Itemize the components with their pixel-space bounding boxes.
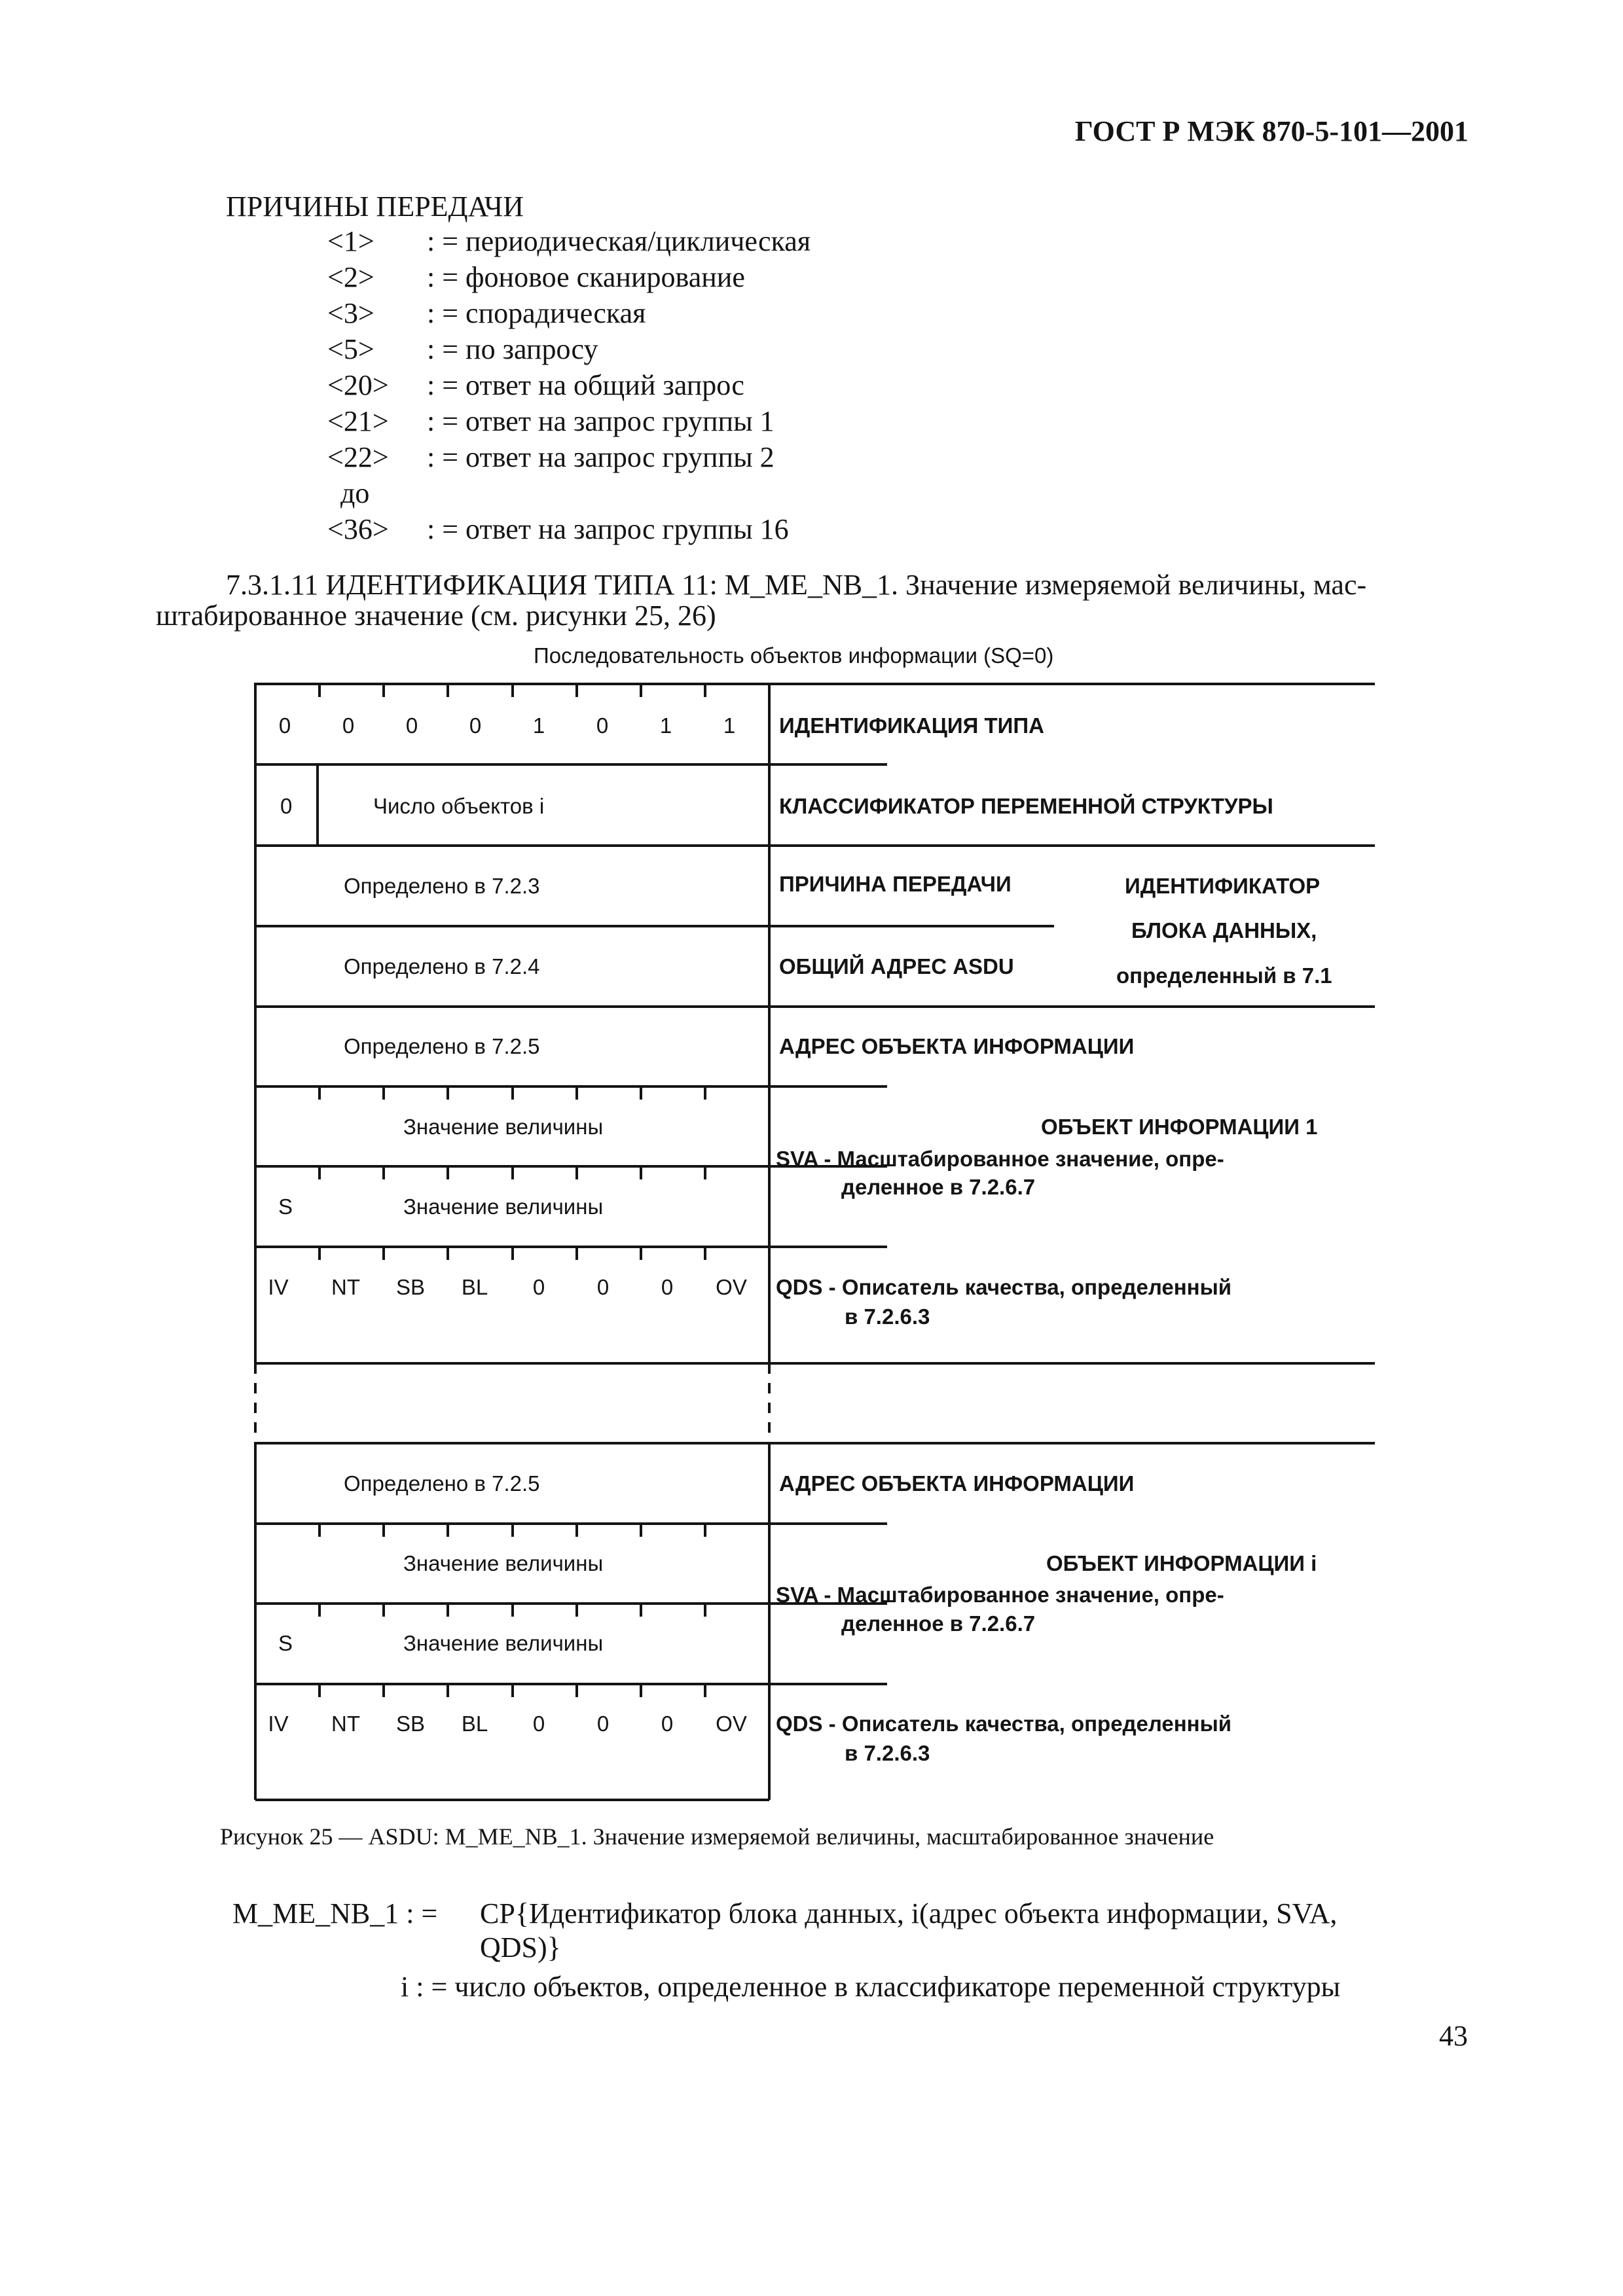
- cause-text: : = ответ на общий запрос: [427, 369, 744, 401]
- diagram-title: Последовательность объектов информации (SQ=0): [534, 643, 1054, 668]
- cause-code: <1>: [327, 225, 374, 257]
- value-text: Значение величины: [403, 1115, 604, 1139]
- figure-caption: Рисунок 25 — ASDU: M_ME_NB_1. Значение измеряемой величины, масштабированное значение: [220, 1823, 1214, 1850]
- qds-bit: 0: [661, 1712, 674, 1736]
- cause-code: <22>: [327, 441, 389, 473]
- formula-i-definition: i : = число объектов, определенное в классификаторе переменной структуры: [401, 1971, 1341, 2003]
- cause-text: : = по запросу: [427, 333, 598, 365]
- qds-bit: SB: [395, 1712, 426, 1736]
- formula-rhs: CP{Идентификатор блока данных, i(адрес объекта информации, SVA,: [480, 1897, 1338, 1929]
- sva-description: SVA - Масштабированное значение, опре-: [776, 1147, 1224, 1171]
- info-object-label: ОБЪЕКТ ИНФОРМАЦИИ i: [1046, 1551, 1317, 1575]
- ioa-label: АДРЕС ОБЪЕКТА ИНФОРМАЦИИ: [779, 1471, 1135, 1496]
- qds-bit: BL: [461, 1712, 488, 1736]
- cause-code: <5>: [327, 333, 374, 365]
- qds-description: QDS - Описатель качества, определенный: [776, 1712, 1232, 1736]
- cause-code: <20>: [327, 369, 389, 401]
- asdu-address-definition: Определено в 7.2.4: [344, 954, 540, 978]
- qds-bit: IV: [268, 1275, 289, 1299]
- qds-bit: SB: [395, 1275, 426, 1299]
- qds-bit: NT: [331, 1275, 360, 1299]
- qds-bit: 0: [532, 1275, 545, 1299]
- value-text: Значение величины: [403, 1631, 604, 1655]
- qds-bit: 0: [532, 1712, 545, 1736]
- bit-cell: 0: [469, 713, 482, 738]
- type-id-bits: [255, 713, 769, 740]
- qds-bit: OV: [716, 1275, 747, 1299]
- qds-description-cont: в 7.2.6.3: [845, 1304, 930, 1329]
- vsq-sq-bit: 0: [280, 794, 293, 818]
- section-heading: 7.3.1.11 ИДЕНТИФИКАЦИЯ ТИПА 11: M_ME_NB_1. Значение измеряемой величины, мас-: [226, 569, 1367, 601]
- sva-description: SVA - Масштабированное значение, опре-: [776, 1583, 1224, 1607]
- data-unit-id-line2: БЛОКА ДАННЫХ,: [1131, 918, 1317, 942]
- cause-text: : = периодическая/циклическая: [427, 225, 811, 257]
- qds-description: QDS - Описатель качества, определенный: [776, 1275, 1232, 1299]
- qds-description-cont: в 7.2.6.3: [845, 1741, 930, 1765]
- sign-bit: S: [278, 1194, 293, 1219]
- qds-bits: [249, 1712, 763, 1738]
- sva-description-cont: деленное в 7.2.6.7: [841, 1175, 1036, 1199]
- cause-text: : = ответ на запрос группы 16: [427, 513, 789, 545]
- data-unit-id-line3: определенный в 7.1: [1116, 963, 1332, 988]
- formula-lhs: M_ME_NB_1 : =: [232, 1897, 438, 1929]
- value-text: Значение величины: [403, 1551, 604, 1575]
- cause-code: <2>: [327, 261, 374, 293]
- bit-cell: 1: [659, 713, 672, 738]
- sva-description-cont: деленное в 7.2.6.7: [841, 1611, 1036, 1636]
- cause-code: <36>: [327, 513, 389, 545]
- ioa-definition: Определено в 7.2.5: [344, 1471, 540, 1496]
- cause-text: : = фоновое сканирование: [427, 261, 745, 293]
- bit-cell: 0: [278, 713, 291, 738]
- vsq-label: КЛАССИФИКАТОР ПЕРЕМЕННОЙ СТРУКТУРЫ: [779, 794, 1273, 818]
- cause-code: <21>: [327, 405, 389, 437]
- causes-title: ПРИЧИНЫ ПЕРЕДАЧИ: [226, 190, 524, 223]
- value-text: Значение величины: [403, 1194, 604, 1219]
- page-number: 43: [1439, 2020, 1468, 2052]
- qds-bit: OV: [716, 1712, 747, 1736]
- qds-bits: [249, 1275, 763, 1301]
- cause-text: : = ответ на запрос группы 1: [427, 405, 775, 437]
- ioa-label: АДРЕС ОБЪЕКТА ИНФОРМАЦИИ: [779, 1034, 1135, 1058]
- cause-range-word: до: [340, 477, 370, 509]
- vsq-count-text: Число объектов i: [373, 794, 545, 818]
- cause-text: : = спорадическая: [427, 297, 646, 329]
- cause-code: <3>: [327, 297, 374, 329]
- bit-cell: 0: [405, 713, 418, 738]
- bit-cell: 0: [596, 713, 609, 738]
- qds-bit: IV: [268, 1712, 289, 1736]
- formula-rhs-cont: QDS)}: [480, 1931, 561, 1964]
- data-unit-id-line1: ИДЕНТИФИКАТОР: [1125, 874, 1321, 898]
- qds-bit: BL: [461, 1275, 488, 1299]
- qds-bit: 0: [596, 1712, 610, 1736]
- bit-cell: 0: [342, 713, 355, 738]
- qds-bit: 0: [596, 1275, 610, 1299]
- qds-bit: 0: [661, 1275, 674, 1299]
- section-heading-cont: штабированное значение (см. рисунки 25, 26): [156, 600, 716, 632]
- cot-definition: Определено в 7.2.3: [344, 874, 540, 898]
- cause-text: : = ответ на запрос группы 2: [427, 441, 775, 473]
- bit-cell: 1: [532, 713, 545, 738]
- info-object-label: ОБЪЕКТ ИНФОРМАЦИИ 1: [1041, 1115, 1318, 1139]
- type-id-label: ИДЕНТИФИКАЦИЯ ТИПА: [779, 713, 1044, 738]
- qds-bit: NT: [331, 1712, 360, 1736]
- ioa-definition: Определено в 7.2.5: [344, 1034, 540, 1058]
- bit-cell: 1: [723, 713, 736, 738]
- cot-label: ПРИЧИНА ПЕРЕДАЧИ: [779, 872, 1012, 896]
- sign-bit: S: [278, 1631, 293, 1655]
- document-id: ГОСТ Р МЭК 870-5-101—2001: [1074, 115, 1468, 147]
- asdu-address-label: ОБЩИЙ АДРЕС ASDU: [779, 954, 1014, 978]
